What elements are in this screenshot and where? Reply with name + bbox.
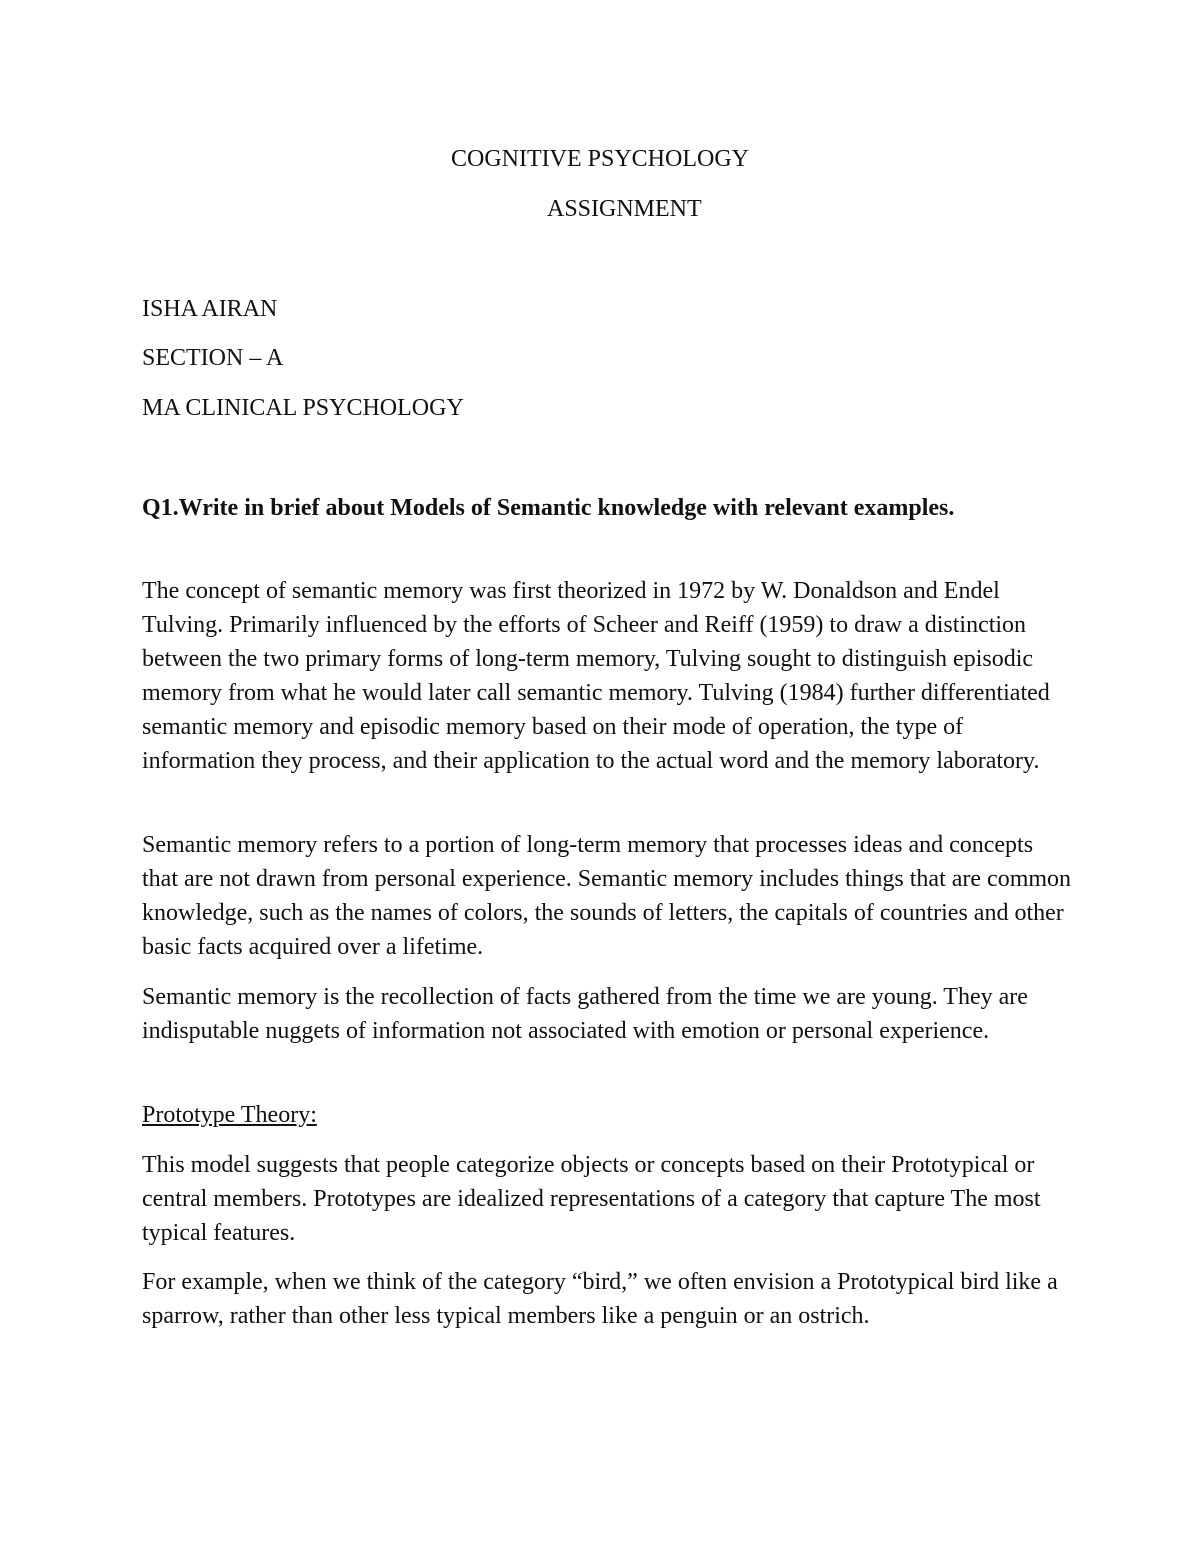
body-paragraph: This model suggests that people categorize objects or concepts based on their Prototypical or central members. Prototypes are idealized representations of a category that capture The most typical features. [142, 1152, 1041, 1246]
body-paragraph: Semantic memory is the recollection of facts gathered from the time we are young. They are indisputable nuggets of information not associated with emotion or personal experience. [142, 984, 1028, 1044]
program-label: MA CLINICAL PSYCHOLOGY [142, 395, 464, 421]
section-subheading: Prototype Theory: [142, 1102, 317, 1128]
body-paragraph: Semantic memory refers to a portion of long-term memory that processes ideas and concepts that are not drawn from personal experience. Semantic memory includes things that are common knowledge, such as the names of colors, the sounds of letters, the capitals of countries and other basic facts acquired over a lifetime. [142, 832, 1072, 960]
document-subtitle: ASSIGNMENT [547, 196, 702, 222]
author-name: ISHA AIRAN [142, 296, 278, 322]
section-label: SECTION – A [142, 345, 284, 371]
document-title: COGNITIVE PSYCHOLOGY [451, 146, 749, 172]
body-paragraph: For example, when we think of the category “bird,” we often envision a Prototypical bird like a sparrow, rather than other less typical members like a penguin or an ostrich. [142, 1269, 1058, 1329]
question-heading: Q1.Write in brief about Models of Semantic knowledge with relevant examples. [142, 495, 955, 521]
body-paragraph: The concept of semantic memory was first theorized in 1972 by W. Donaldson and Endel Tulving. Primarily influenced by the efforts of Scheer and Reiff (1959) to draw a distinction between the two primary forms of long-term memory, Tulving sought to distinguish episodic memory from what he would later call semantic memory. Tulving (1984) further differentiated semantic memory and episodic memory based on their mode of operation, the type of information they process, and their application to the actual word and the memory laboratory. [142, 578, 1050, 774]
